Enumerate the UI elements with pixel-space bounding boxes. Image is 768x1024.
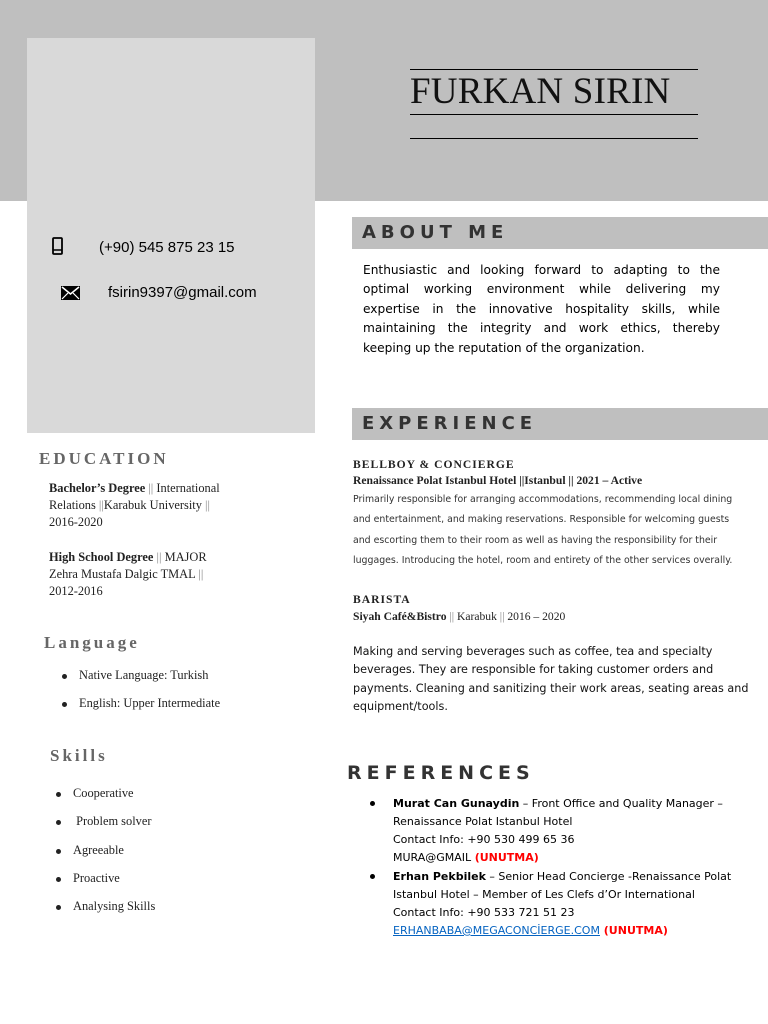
degree: Bachelor’s Degree	[49, 481, 146, 495]
references-title: REFERENCES	[347, 762, 535, 784]
about-header	[352, 217, 768, 249]
reference-line: Murat Can Gunaydin – Front Office and Quality Manager –	[393, 797, 723, 810]
email-link[interactable]: ERHANBABA@MEGACONCİERGE.COM	[393, 924, 600, 937]
reference-line: MURA@GMAIL (UNUTMA)	[393, 851, 539, 864]
list-item: Proactive	[56, 871, 120, 886]
job-details: Siyah Café&Bistro || Karabuk || 2016 – 2020	[353, 610, 566, 623]
list-item: English: Upper Intermediate	[62, 696, 220, 711]
education-item: Bachelor’s Degree || International Relations ||Karabuk University || 2016-2020	[49, 481, 220, 529]
education-title: EDUCATION	[39, 449, 169, 468]
job-title: BARISTA	[353, 593, 411, 606]
list-item: Analysing Skills	[56, 899, 155, 914]
list-item: Agreeable	[56, 843, 124, 858]
warning-note: (UNUTMA)	[474, 851, 539, 864]
education-item: High School Degree || MAJOR Zehra Mustafa Dalgic TMAL || 2012-2016	[49, 550, 207, 598]
reference-line: Istanbul Hotel – Member of Les Clefs d’Or International	[393, 888, 695, 901]
candidate-name: FURKAN SIRIN	[410, 71, 671, 112]
experience-title: EXPERIENCE	[362, 413, 538, 434]
about-title: ABOUT ME	[362, 222, 509, 243]
phone-number: (+90) 545 875 23 15	[99, 239, 235, 256]
language-title: Language	[44, 633, 140, 652]
name-rule-bottom	[410, 138, 698, 139]
envelope-icon	[61, 286, 80, 305]
experience-header	[352, 408, 768, 440]
job-title: BELLBOY & CONCIERGE	[353, 458, 515, 471]
bullet	[370, 801, 375, 806]
list-item: Problem solver	[56, 814, 151, 829]
email-address[interactable]: fsirin9397@gmail.com	[108, 284, 257, 301]
reference-line: Erhan Pekbilek – Senior Head Concierge -Renaissance Polat	[393, 870, 732, 883]
mobile-phone-icon	[52, 237, 63, 260]
reference-line: Contact Info: +90 530 499 65 36	[393, 833, 575, 846]
reference-line: Contact Info: +90 533 721 51 23	[393, 906, 575, 919]
degree: High School Degree	[49, 550, 154, 564]
job-details: Renaissance Polat Istanbul Hotel ||Istanbul || 2021 – Active	[353, 474, 643, 487]
list-item: Native Language: Turkish	[62, 668, 208, 683]
reference-line: Renaissance Polat Istanbul Hotel	[393, 815, 573, 828]
reference-line	[393, 922, 668, 940]
job-description: Primarily responsible for arranging accommodations, recommending local dining and entertainment, and making reservations. Responsible for welcoming guests and escorting them to their room as well as having the responsibility for their luggages. Introducing the hotel, room and entirety of the other services overally.	[353, 494, 733, 567]
skills-title: Skills	[50, 746, 108, 765]
side-panel	[27, 38, 315, 433]
about-text: Enthusiastic and looking forward to adapting to the optimal working environment while delivering my expertise in the innovative hospitality skills, while maintaining the integrity and work ethics, thereby keeping up the reputation of the organization.	[363, 263, 720, 355]
job-description: Making and serving beverages such as coffee, tea and specialty beverages. They are responsible for taking customer orders and payments. Cleaning and sanitizing their work areas, seating areas and equipment/tools.	[353, 645, 749, 714]
name-rule-middle	[410, 114, 698, 115]
bullet	[370, 874, 375, 879]
list-item: Cooperative	[56, 786, 134, 801]
warning-note: (UNUTMA)	[599, 924, 668, 937]
